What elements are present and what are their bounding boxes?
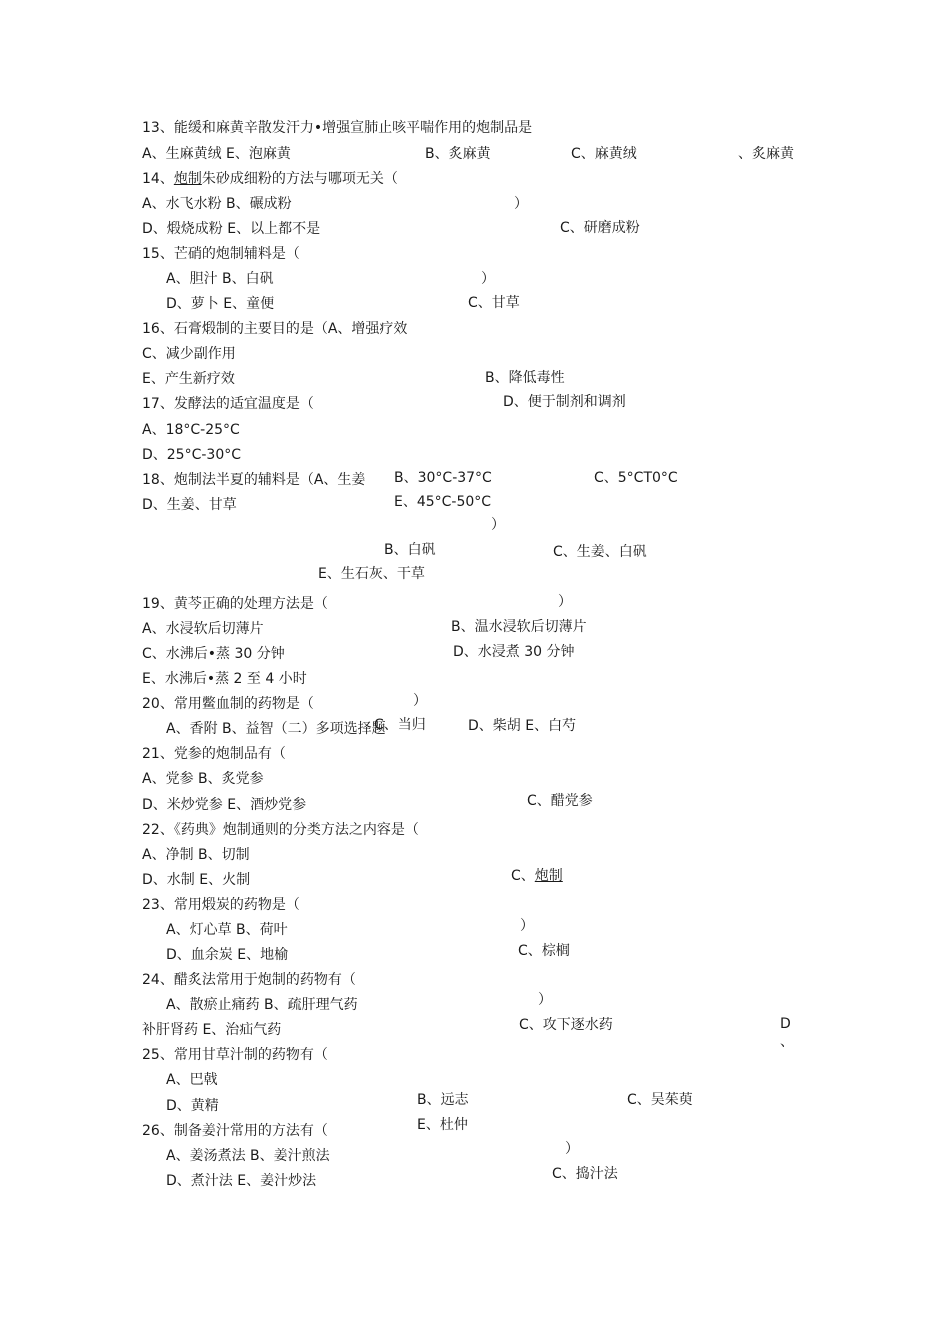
q14-underlined-term: 炮制 <box>173 171 202 187</box>
question-22: 22、《药典》炮制通则的分类方法之内容是（ <box>142 822 419 838</box>
q19-option-e: E、水沸后•蒸 2 至 4 小时 <box>142 671 307 687</box>
question-18: 18、炮制法半夏的辅料是（A、生姜 <box>142 472 366 488</box>
q14-options-d-e: D、煅烧成粉 E、以上都不是 <box>142 221 321 237</box>
q21-options-a-b: A、党参 B、炙党参 <box>142 771 264 787</box>
question-25: 25、常用甘草汁制的药物有（ <box>142 1047 328 1063</box>
q15-options-a-b: A、胆汁 B、白矾 <box>166 271 274 287</box>
q13-option-b: B、炙麻黄 <box>425 146 491 162</box>
q18-option-b: B、白矾 <box>384 542 436 558</box>
question-14 <box>142 170 398 188</box>
q14-text: 朱砂成细粉的方法与哪项无关（ <box>201 171 398 187</box>
q14-options-a-b: A、水飞水粉 B、碾成粉 <box>142 196 292 212</box>
q19-option-b: B、温水浸软后切薄片 <box>451 619 587 635</box>
q26-close-paren: ） <box>565 1141 579 1157</box>
q19-option-d: D、水浸煮 30 分钟 <box>453 644 575 660</box>
q23-option-c: C、棕榈 <box>518 943 570 959</box>
question-16: 16、石膏煅制的主要目的是（A、增强疗效 <box>142 321 408 337</box>
q20-close-paren: ） <box>413 693 427 709</box>
q18-option-c: C、生姜、白矾 <box>553 544 647 560</box>
q22-option-c <box>511 867 563 885</box>
q22-options-d-e: D、水制 E、火制 <box>142 872 251 888</box>
q17-option-d: D、25°C-30°C <box>142 447 242 463</box>
q18-close-paren: ） <box>491 517 505 533</box>
q13-options-a-e: A、生麻黄绒 E、泡麻黄 <box>142 146 291 162</box>
q15-option-c: C、甘草 <box>468 295 520 311</box>
question-13: 13、能缓和麻黄辛散发汗力•增强宣肺止咳平喘作用的炮制品是 <box>142 120 533 136</box>
q13-option-c: C、麻黄绒 <box>571 146 637 162</box>
q21-options-d-e: D、米炒党参 E、酒炒党参 <box>142 797 307 813</box>
q18-option-d: D、生姜、甘草 <box>142 497 237 513</box>
q25-option-e: E、杜仲 <box>417 1117 468 1133</box>
q16-option-d: D、便于制剂和调剂 <box>503 394 626 410</box>
q16-option-b: B、降低毒性 <box>485 370 565 386</box>
q22-option-c-prefix: C、 <box>511 868 535 884</box>
question-19: 19、黄芩正确的处理方法是（ <box>142 596 328 612</box>
q13-option-d: 、炙麻黄 <box>738 146 794 162</box>
q14-number: 14、 <box>142 171 174 187</box>
question-17: 17、发酵法的适宜温度是（ <box>142 396 314 412</box>
q19-option-c: C、水沸后•蒸 30 分钟 <box>142 646 285 662</box>
q16-option-e: E、产生新疗效 <box>142 371 235 387</box>
q22-option-c-underlined: 炮制 <box>534 868 563 884</box>
q19-close-paren: ） <box>558 594 572 610</box>
question-21: 21、党参的炮制品有（ <box>142 746 286 762</box>
q19-option-a: A、水浸软后切薄片 <box>142 621 264 637</box>
q26-option-c: C、捣汁法 <box>552 1166 618 1182</box>
question-23: 23、常用煅炭的药物是（ <box>142 897 300 913</box>
q14-option-c: C、研磨成粉 <box>560 220 640 236</box>
q24-option-d-mark: 、 <box>780 1034 794 1050</box>
question-15: 15、芒硝的炮制辅料是（ <box>142 246 300 262</box>
question-24: 24、醋炙法常用于炮制的药物有（ <box>142 972 356 988</box>
q24-option-c: C、攻下逐水药 <box>519 1017 613 1033</box>
q24-options-a-b: A、散瘀止痛药 B、疏肝理气药 <box>166 997 358 1013</box>
q24-option-d-e: 补肝肾药 E、治疝气药 <box>142 1022 282 1038</box>
q20-option-c: C、当归 <box>374 717 426 733</box>
q17-option-a: A、18°C-25°C <box>142 422 240 438</box>
q26-options-a-b: A、姜汤煮法 B、姜汁煎法 <box>166 1148 330 1164</box>
q17-option-c: C、5°CT0°C <box>594 470 678 486</box>
q14-close-paren: ） <box>514 196 528 212</box>
q26-options-d-e: D、煮汁法 E、姜汁炒法 <box>166 1173 317 1189</box>
q17-option-e: E、45°C-50°C <box>394 494 492 510</box>
q23-options-d-e: D、血余炭 E、地榆 <box>166 947 289 963</box>
q23-options-a-b: A、灯心草 B、荷叶 <box>166 922 288 938</box>
q22-options-a-b: A、净制 B、切制 <box>142 847 250 863</box>
q20-options-a-b-section-heading: A、香附 B、益智（二）多项选择题 <box>166 721 386 737</box>
q16-option-c: C、减少副作用 <box>142 346 236 362</box>
q23-close-paren: ） <box>520 918 534 934</box>
q17-option-b: B、30°C-37°C <box>394 470 492 486</box>
q24-option-d-letter: D <box>780 1016 791 1032</box>
q25-option-c: C、吴茱萸 <box>627 1092 693 1108</box>
question-26: 26、制备姜汁常用的方法有（ <box>142 1123 328 1139</box>
q25-option-a: A、巴戟 <box>166 1072 218 1088</box>
q25-option-b: B、远志 <box>417 1092 469 1108</box>
q21-option-c: C、醋党参 <box>527 793 593 809</box>
q15-options-d-e: D、萝卜 E、童便 <box>166 296 275 312</box>
q25-option-d: D、黄精 <box>166 1098 219 1114</box>
question-20: 20、常用鳖血制的药物是（ <box>142 696 314 712</box>
q24-close-paren: ） <box>538 992 552 1008</box>
q18-option-e: E、生石灰、干草 <box>318 566 425 582</box>
q20-options-d-e: D、柴胡 E、白芍 <box>468 718 577 734</box>
q15-close-paren: ） <box>481 271 495 287</box>
